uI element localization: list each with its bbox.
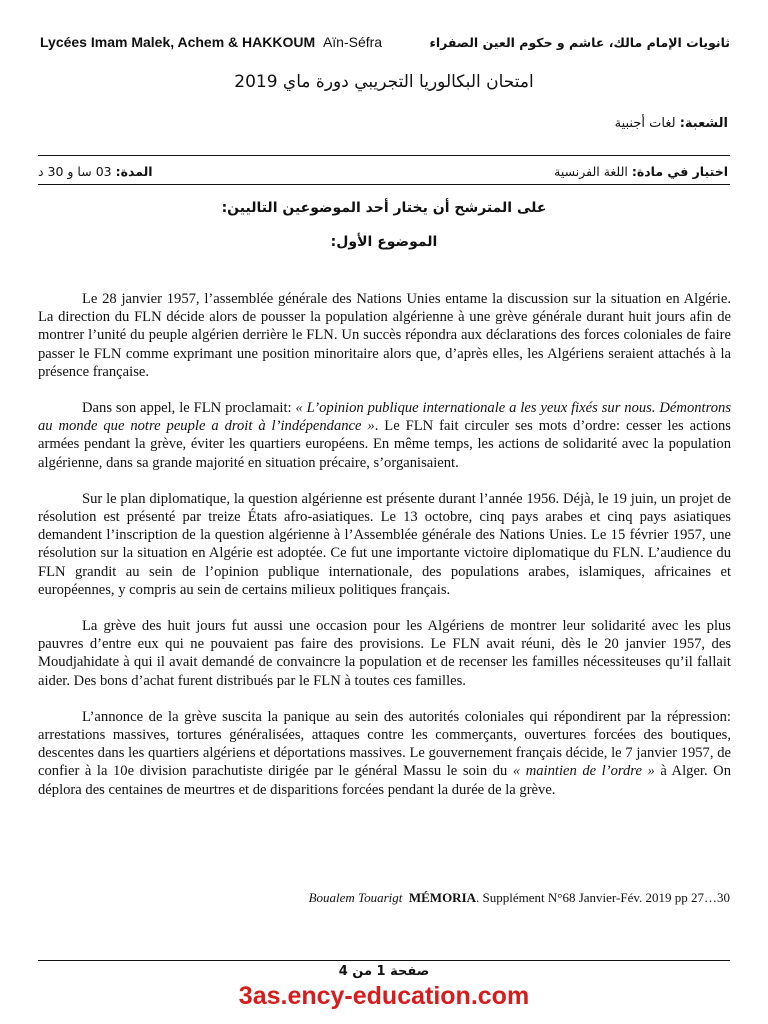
- branch-line: [615, 116, 728, 131]
- text-body: [38, 290, 731, 799]
- paragraph-2-intro: Dans son appel, le FLN proclamait:: [82, 400, 296, 417]
- subject-value: اللغة الفرنسية: [554, 163, 628, 179]
- duration-value: 03 سا و 30 د: [38, 163, 112, 179]
- paragraph-2-rest: . Le FLN fait circuler ses mots d’ordre: cesser les actions armées pendant la grève, éviter les quartiers européens. En même temps, les actions de solidarité avec la population algérienne, dans sa grande majorité en situation précaire, s’organisaient.: [38, 418, 731, 471]
- paragraph-5-rest: à Alger. On déplora des centaines de meurtres et de disparitions forcées pendant la durée de la grève.: [38, 763, 732, 798]
- exam-title: امتحان البكالوريا التجريبي دورة ماي 2019: [234, 72, 534, 92]
- paragraph-4: La grève des huit jours fut aussi une occasion pour les Algériens de montrer leur solidarité avec les plus pauvres d’entre eux qui ne pouvaient pas faire des provisions. Le FLN avait réuni, dès le 20 janvier 1957, des Moudjahidate à qui il avait demandé de convaincre la population et de recenser les familles nécessiteuses qu’il fallait aider. Des bons d’achat furent distribués par le FLN à toutes ces familles.: [38, 618, 731, 689]
- paragraph-2-quote: « L’opinion publique internationale a les yeux fixés sur nous. Démontrons au monde que notre peuple a droit à l’indépendance »: [38, 400, 731, 435]
- school-name-ar: ثانويات الإمام مالك، عاشم و حكوم العين الصفراء: [429, 34, 730, 50]
- header-divider-top: [38, 155, 730, 156]
- page-number: صفحة 1 من 4: [338, 964, 430, 979]
- footer-divider: [38, 960, 730, 961]
- source-citation: [309, 890, 730, 906]
- school-city: Aïn-Séfra: [322, 34, 383, 50]
- source-author: Boualem Touarigt: [308, 890, 403, 905]
- paragraph-5-intro: L’annonce de la grève suscita la panique au sein des autorités coloniales qui répondirent par la répression: arrestations massives, tortures généralisées, attaques contre les commerçants, ouvertures forcées des boutiques, descentes dans les quartiers algériens et déportations massives. Le gouvernement français décide, le 7 janvier 1957, de confier à la 10e division parachutiste dirigée par le général Massu le soin du: [38, 708, 731, 780]
- topic-label: الموضوع الأول:: [330, 234, 438, 250]
- paragraph-5: [38, 708, 731, 799]
- duration-label: المدة:: [115, 163, 153, 179]
- paragraph-1: Le 28 janvier 1957, l’assemblée générale des Nations Unies entame la discussion sur la situation en Algérie. La direction du FLN décide alors de pousser la population algérienne à une grève générale durant huit jours afin de montrer l’unité du peuple algérien derrière le FLN. Un succès répondra aux déclarations des forces coloniales de faire passer le FLN comme exprimant une position minoritaire alors que, d’après elles, les Algériens seraient attachés à la présence française.: [38, 291, 731, 380]
- subject-label: اختبار في مادة:: [631, 163, 728, 179]
- school-names: Lycées Imam Malek, Achem & HAKKOUM: [40, 34, 316, 50]
- source-journal: MÉMORIA: [408, 890, 477, 905]
- subject: [554, 164, 728, 179]
- paragraph-5-quote: « maintien de l’ordre »: [512, 763, 655, 780]
- subject-row: [38, 160, 728, 182]
- school-name-fr: [40, 34, 382, 50]
- source-details: . Supplément N°68 Janvier-Fév. 2019 pp 27…30: [476, 890, 730, 905]
- branch-label: الشعبة:: [679, 116, 728, 131]
- duration: [38, 164, 153, 179]
- paragraph-2: [38, 399, 731, 472]
- header: [40, 30, 730, 54]
- instruction: على المترشح أن يختار أحد الموضوعين التاليين:: [221, 200, 547, 216]
- website-link[interactable]: 3as.ency-education.com: [238, 982, 530, 1010]
- branch-value: لغات أجنبية: [614, 116, 676, 131]
- paragraph-3: Sur le plan diplomatique, la question algérienne est présente durant l’année 1956. Déjà, le 19 juin, un projet de résolution est présenté par treize États afro-asiatiques. Le 13 octobre, cinq pays arabes et cinq pays asiatiques demandent l’inscription de la question algérienne à l’Assemblée générale des Nations Unies. Le 15 février 1957, une résolution sur la situation en Algérie est adoptée. Ce fut une importante victoire diplomatique du FLN. L’audience du FLN grandit au sein de l’opinion publique internationale, des populations arabes, islamiques, africaines et européennes, y compris au sein de certains milieux politiques français.: [38, 490, 731, 598]
- header-divider-bottom: [38, 184, 730, 185]
